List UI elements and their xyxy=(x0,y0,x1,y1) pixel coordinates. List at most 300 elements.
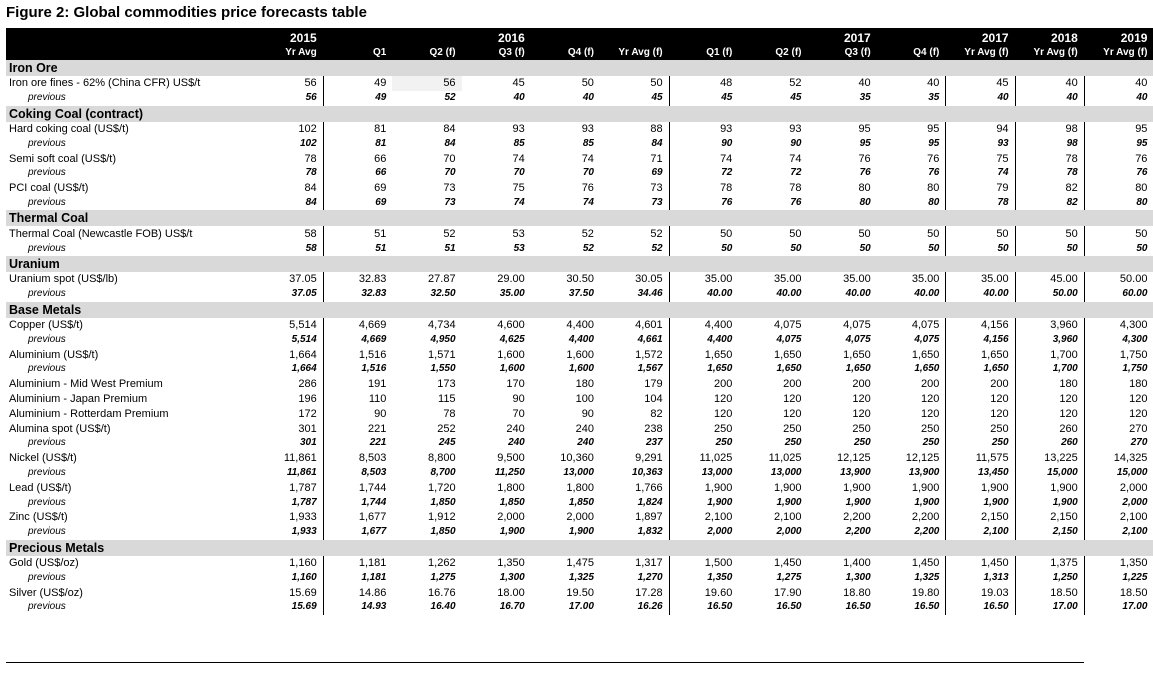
table-cell: 12,125 xyxy=(905,452,940,465)
previous-row xyxy=(6,166,1153,181)
row-label: Aluminium (US$/t) xyxy=(9,348,99,361)
table-cell: 50 xyxy=(1084,241,1153,256)
table-cell: 14,325 xyxy=(1084,451,1153,466)
table-cell: 1,677 xyxy=(323,525,392,540)
table-row xyxy=(6,377,1153,392)
table-cell: 4,950 xyxy=(430,333,456,345)
previous-row xyxy=(6,241,1153,256)
table-cell: 120 xyxy=(669,406,738,421)
previous-label: previous xyxy=(28,363,66,375)
table-cell: 4,669 xyxy=(323,332,392,347)
table-cell: 4,400 xyxy=(669,318,738,333)
table-cell: 1,350 xyxy=(1084,556,1153,571)
table-cell: 18.50 xyxy=(1084,585,1153,600)
table-cell: 250 xyxy=(854,437,871,449)
table-cell: 8,503 xyxy=(323,466,392,481)
table-cell: 4,400 xyxy=(568,333,594,345)
table-cell: 84 xyxy=(443,122,456,135)
table-cell: 1,262 xyxy=(428,556,456,569)
table-cell: 250 xyxy=(784,437,802,449)
table-cell: 74 xyxy=(789,152,802,165)
table-cell: 52 xyxy=(443,227,456,240)
table-cell: 250 xyxy=(922,437,940,449)
table-cell: 95 xyxy=(859,137,871,149)
table-cell: 84 xyxy=(651,137,663,149)
table-cell: 94 xyxy=(946,122,1015,137)
section-label: Coking Coal (contract) xyxy=(6,106,1153,122)
table-cell: 250 xyxy=(946,436,1015,451)
table-cell: 5,514 xyxy=(289,318,317,331)
table-cell: 70 xyxy=(512,407,525,420)
table-cell: 1,933 xyxy=(291,526,317,538)
header-sub: Yr Avg xyxy=(285,47,317,58)
table-cell: 1,300 xyxy=(845,571,871,583)
table-cell: 74 xyxy=(669,151,738,166)
table-cell: 18.50 xyxy=(1015,585,1084,600)
table-cell: 69 xyxy=(323,181,392,196)
header-sub: Yr Avg (f) xyxy=(1084,46,1153,60)
table-cell: 18.00 xyxy=(497,586,525,599)
table-cell: 120 xyxy=(783,407,802,420)
table-cell: 16.50 xyxy=(669,600,738,615)
table-cell: 1,832 xyxy=(637,526,663,538)
table-cell: 172 xyxy=(298,407,317,420)
table-cell: 1,567 xyxy=(637,363,663,375)
table-cell: 1,275 xyxy=(430,571,456,583)
table-cell: 4,075 xyxy=(911,318,940,331)
table-cell: 95 xyxy=(928,137,940,149)
table-cell: 1,350 xyxy=(497,556,525,569)
previous-label: previous xyxy=(28,196,66,208)
table-cell: 250 xyxy=(669,436,738,451)
table-cell: 73 xyxy=(650,182,663,195)
table-cell: 120 xyxy=(1015,392,1084,407)
table-cell: 52 xyxy=(651,242,663,254)
table-cell: 200 xyxy=(946,377,1015,392)
table-row xyxy=(6,480,1153,495)
table-cell: 37.05 xyxy=(291,288,317,300)
table-cell: 3,960 xyxy=(1015,332,1084,347)
table-cell: 11,025 xyxy=(669,451,738,466)
table-cell: 13,225 xyxy=(1015,451,1084,466)
table-cell: 37.50 xyxy=(568,288,594,300)
previous-row xyxy=(6,436,1153,451)
table-cell: 71 xyxy=(650,152,663,165)
header-year xyxy=(738,28,807,46)
header-sub: Q4 (f) xyxy=(913,47,940,58)
table-cell: 58 xyxy=(304,227,317,240)
table-cell: 1,600 xyxy=(497,348,525,361)
table-cell: 79 xyxy=(946,181,1015,196)
previous-label: previous xyxy=(28,437,66,449)
row-label: Thermal Coal (Newcastle FOB) US$/t xyxy=(9,227,193,240)
table-cell: 75 xyxy=(512,182,525,195)
table-cell: 16.50 xyxy=(914,601,940,613)
table-cell: 50 xyxy=(790,242,802,254)
table-cell: 16.40 xyxy=(430,601,456,613)
table-cell: 50 xyxy=(1084,226,1153,241)
table-cell: 221 xyxy=(323,421,392,436)
row-label: Lead (US$/t) xyxy=(9,481,72,494)
table-cell: 40 xyxy=(1084,91,1153,106)
section-row xyxy=(6,540,1153,556)
table-cell: 1,450 xyxy=(911,556,940,569)
header-year: 2017 xyxy=(843,31,871,45)
table-cell: 1,275 xyxy=(776,571,802,583)
table-cell: 1,160 xyxy=(291,571,317,583)
table-cell: 17.28 xyxy=(635,586,663,599)
table-cell: 4,075 xyxy=(914,333,940,345)
table-cell: 1,650 xyxy=(843,348,871,361)
bottom-rule xyxy=(6,662,1084,663)
table-cell: 40.00 xyxy=(669,287,738,302)
table-cell: 15.69 xyxy=(289,586,317,599)
table-cell: 90 xyxy=(323,406,392,421)
table-cell: 11,250 xyxy=(494,466,525,478)
table-cell: 80 xyxy=(928,196,940,208)
table-cell: 1,572 xyxy=(635,348,663,361)
table-cell: 120 xyxy=(1084,406,1153,421)
table-cell: 1,400 xyxy=(843,556,871,569)
table-cell: 58 xyxy=(305,242,317,254)
table-cell: 11,025 xyxy=(768,452,802,465)
table-cell: 110 xyxy=(323,392,392,407)
table-cell: 1,766 xyxy=(635,481,663,494)
row-label: Semi soft coal (US$/t) xyxy=(9,152,116,165)
table-cell: 95 xyxy=(1084,122,1153,137)
table-cell: 1,250 xyxy=(1015,570,1084,585)
table-cell: 45 xyxy=(512,77,525,90)
table-cell: 56 xyxy=(305,92,317,104)
table-cell: 72 xyxy=(669,166,738,181)
previous-row xyxy=(6,91,1153,106)
header-year: 2016 xyxy=(498,31,525,45)
table-cell: 93 xyxy=(581,122,594,135)
table-cell: 200 xyxy=(921,378,940,391)
table-row xyxy=(6,272,1153,287)
table-cell: 84 xyxy=(304,182,317,195)
section-label: Precious Metals xyxy=(6,540,1153,556)
table-cell: 50 xyxy=(946,226,1015,241)
section-label: Uranium xyxy=(6,256,1153,272)
table-cell: 35.00 xyxy=(946,272,1015,287)
table-cell: 1,181 xyxy=(323,556,392,571)
table-cell: 1,600 xyxy=(499,363,525,375)
previous-label: previous xyxy=(28,242,66,254)
table-cell: 252 xyxy=(437,422,456,435)
table-cell: 2,000 xyxy=(1084,480,1153,495)
section-row xyxy=(6,106,1153,122)
table-cell: 1,650 xyxy=(669,362,738,377)
table-row xyxy=(6,122,1153,137)
table-cell: 1,750 xyxy=(1084,362,1153,377)
table-cell: 1,325 xyxy=(568,571,594,583)
table-cell: 1,900 xyxy=(914,496,940,508)
header-sub: Q2 (f) xyxy=(429,47,456,58)
table-cell: 1,900 xyxy=(669,495,738,510)
table-cell: 1,600 xyxy=(566,348,594,361)
previous-row xyxy=(6,466,1153,481)
table-row xyxy=(6,392,1153,407)
header-year-row xyxy=(6,28,1153,46)
table-cell: 13,000 xyxy=(563,466,594,478)
table-cell: 1,650 xyxy=(911,348,940,361)
table-cell: 1,787 xyxy=(289,481,317,494)
table-cell: 1,900 xyxy=(1015,480,1084,495)
table-cell: 13,900 xyxy=(840,466,871,478)
table-cell: 1,664 xyxy=(289,348,317,361)
table-cell: 1,664 xyxy=(291,363,317,375)
section-row xyxy=(6,256,1153,272)
table-cell: 52 xyxy=(789,77,802,90)
table-cell: 66 xyxy=(323,166,392,181)
table-cell: 70 xyxy=(513,167,525,179)
table-cell: 81 xyxy=(323,122,392,137)
table-cell: 1,650 xyxy=(669,347,738,362)
table-cell: 1,897 xyxy=(635,511,663,524)
table-cell: 4,734 xyxy=(428,318,456,331)
header-sub: Q4 (f) xyxy=(567,47,594,58)
table-cell: 19.80 xyxy=(911,586,940,599)
table-cell: 1,900 xyxy=(946,480,1015,495)
header-year xyxy=(323,28,392,46)
previous-row xyxy=(6,196,1153,211)
table-cell: 14.93 xyxy=(323,600,392,615)
row-label: Hard coking coal (US$/t) xyxy=(9,122,129,135)
table-cell: 35.00 xyxy=(669,272,738,287)
table-cell: 35 xyxy=(928,92,940,104)
table-cell: 69 xyxy=(651,167,663,179)
table-cell: 250 xyxy=(783,422,802,435)
previous-row xyxy=(6,495,1153,510)
table-cell: 82 xyxy=(650,407,663,420)
table-cell: 76 xyxy=(1084,166,1153,181)
table-cell: 50 xyxy=(1015,226,1084,241)
table-cell: 85 xyxy=(513,137,525,149)
table-cell: 200 xyxy=(783,378,802,391)
header-sub: Yr Avg (f) xyxy=(618,47,663,58)
table-cell: 35.00 xyxy=(499,288,525,300)
row-label: Iron ore fines - 62% (China CFR) US$/t xyxy=(9,77,201,90)
table-cell: 50 xyxy=(669,241,738,256)
table-cell: 52 xyxy=(444,92,456,104)
table-cell: 4,400 xyxy=(566,318,594,331)
previous-label: previous xyxy=(28,92,66,104)
table-cell: 4,156 xyxy=(946,332,1015,347)
row-label: Zinc (US$/t) xyxy=(9,511,68,524)
table-cell: 2,100 xyxy=(1084,525,1153,540)
table-cell: 1,317 xyxy=(635,556,663,569)
previous-label: previous xyxy=(28,496,66,508)
table-cell: 1,677 xyxy=(323,510,392,525)
table-cell: 2,000 xyxy=(497,511,525,524)
table-cell: 1,900 xyxy=(773,481,802,494)
table-cell: 1,270 xyxy=(637,571,663,583)
table-cell: 51 xyxy=(323,241,392,256)
table-cell: 5,514 xyxy=(291,333,317,345)
table-cell: 2,100 xyxy=(773,511,802,524)
table-cell: 1,571 xyxy=(428,348,456,361)
table-cell: 2,000 xyxy=(669,525,738,540)
table-cell: 1,650 xyxy=(946,362,1015,377)
table-cell: 100 xyxy=(575,392,594,405)
table-cell: 17.90 xyxy=(773,586,802,599)
figure-title: Figure 2: Global commodities price forecasts table xyxy=(6,4,367,21)
table-cell: 95 xyxy=(1084,136,1153,151)
table-cell: 104 xyxy=(644,392,663,405)
table-cell: 80 xyxy=(927,182,940,195)
table-cell: 4,601 xyxy=(635,318,663,331)
table-cell: 52 xyxy=(582,242,594,254)
table-cell: 40 xyxy=(1084,76,1153,91)
table-cell: 1,900 xyxy=(946,495,1015,510)
table-cell: 95 xyxy=(927,122,940,135)
table-cell: 120 xyxy=(669,392,738,407)
table-cell: 1,787 xyxy=(291,496,317,508)
table-cell: 35 xyxy=(859,92,871,104)
table-cell: 78 xyxy=(1015,166,1084,181)
table-cell: 50 xyxy=(1015,241,1084,256)
table-cell: 9,500 xyxy=(497,452,525,465)
table-cell: 76 xyxy=(859,167,871,179)
table-cell: 11,861 xyxy=(283,452,317,465)
table-cell: 84 xyxy=(305,196,317,208)
table-cell: 73 xyxy=(651,196,663,208)
table-cell: 2,000 xyxy=(776,526,802,538)
table-cell: 2,100 xyxy=(946,525,1015,540)
header-year: 2017 xyxy=(946,28,1015,46)
table-cell: 74 xyxy=(581,152,594,165)
table-cell: 4,625 xyxy=(499,333,525,345)
table-cell: 16.70 xyxy=(499,601,525,613)
table-cell: 1,824 xyxy=(637,496,663,508)
table-cell: 1,900 xyxy=(669,480,738,495)
table-cell: 1,933 xyxy=(289,511,317,524)
table-cell: 1,500 xyxy=(669,556,738,571)
table-cell: 1,744 xyxy=(323,495,392,510)
table-cell: 13,000 xyxy=(669,466,738,481)
table-cell: 1,850 xyxy=(499,496,525,508)
table-cell: 50 xyxy=(858,227,871,240)
table-cell: 15.69 xyxy=(291,601,317,613)
table-cell: 4,075 xyxy=(843,318,871,331)
row-label: Nickel (US$/t) xyxy=(9,452,77,465)
table-cell: 90 xyxy=(790,137,802,149)
table-cell: 76 xyxy=(581,182,594,195)
table-cell: 74 xyxy=(582,196,594,208)
table-row xyxy=(6,585,1153,600)
table-cell: 30.05 xyxy=(635,273,663,286)
table-cell: 78 xyxy=(789,182,802,195)
table-cell: 11,575 xyxy=(946,451,1015,466)
table-cell: 191 xyxy=(323,377,392,392)
table-cell: 2,000 xyxy=(566,511,594,524)
table-cell: 301 xyxy=(298,422,317,435)
table-cell: 19.50 xyxy=(566,586,594,599)
table-cell: 27.87 xyxy=(428,273,456,286)
section-label: Base Metals xyxy=(6,302,1153,318)
table-cell: 78 xyxy=(1015,151,1084,166)
table-cell: 40 xyxy=(1015,76,1084,91)
table-cell: 1,900 xyxy=(1015,495,1084,510)
table-cell: 1,475 xyxy=(566,556,594,569)
table-cell: 40 xyxy=(946,91,1015,106)
table-cell: 93 xyxy=(946,136,1015,151)
table-cell: 74 xyxy=(513,196,525,208)
table-cell: 120 xyxy=(1084,392,1153,407)
previous-row xyxy=(6,136,1153,151)
table-cell: 50 xyxy=(946,241,1015,256)
table-cell: 98 xyxy=(1015,136,1084,151)
table-cell: 221 xyxy=(323,436,392,451)
table-cell: 4,300 xyxy=(1084,332,1153,347)
previous-row xyxy=(6,362,1153,377)
table-cell: 78 xyxy=(305,167,317,179)
table-cell: 93 xyxy=(789,122,802,135)
table-cell: 30.50 xyxy=(566,273,594,286)
table-cell: 1,550 xyxy=(430,363,456,375)
section-row xyxy=(6,60,1153,76)
header-year xyxy=(392,28,461,46)
table-cell: 35.00 xyxy=(911,273,940,286)
table-cell: 40 xyxy=(927,77,940,90)
table-cell: 4,600 xyxy=(497,318,525,331)
table-cell: 1,650 xyxy=(773,348,802,361)
header-sub: Q3 (f) xyxy=(844,47,871,58)
table-cell: 1,800 xyxy=(497,481,525,494)
previous-row xyxy=(6,287,1153,302)
table-cell: 11,861 xyxy=(286,466,317,478)
table-cell: 1,850 xyxy=(430,496,456,508)
table-cell: 250 xyxy=(921,422,940,435)
table-cell: 1,744 xyxy=(323,480,392,495)
table-cell: 37.05 xyxy=(289,273,317,286)
table-cell: 88 xyxy=(650,122,663,135)
table-cell: 12,125 xyxy=(837,452,871,465)
table-cell: 1,325 xyxy=(914,571,940,583)
table-cell: 1,850 xyxy=(430,526,456,538)
header-sub: Q1 xyxy=(323,46,392,60)
previous-label: previous xyxy=(28,571,66,583)
table-cell: 120 xyxy=(921,407,940,420)
header-sub-row xyxy=(6,46,1153,60)
table-cell: 53 xyxy=(513,242,525,254)
table-cell: 245 xyxy=(438,437,456,449)
table-cell: 45 xyxy=(669,91,738,106)
table-cell: 60.00 xyxy=(1084,287,1153,302)
header-blank xyxy=(6,46,254,60)
table-cell: 4,156 xyxy=(946,318,1015,333)
header-sub: Q3 (f) xyxy=(498,47,525,58)
table-cell: 1,912 xyxy=(428,511,456,524)
table-cell: 1,225 xyxy=(1084,570,1153,585)
table-cell: 35.00 xyxy=(773,273,802,286)
table-cell: 85 xyxy=(582,137,594,149)
table-cell: 1,650 xyxy=(845,363,871,375)
row-label: Aluminium - Rotterdam Premium xyxy=(9,407,169,420)
table-row xyxy=(6,510,1153,525)
table-cell: 16.26 xyxy=(637,601,663,613)
table-cell: 49 xyxy=(323,91,392,106)
row-label: Silver (US$/oz) xyxy=(9,586,83,599)
table-cell: 40.00 xyxy=(845,288,871,300)
table-cell: 15,000 xyxy=(1084,466,1153,481)
table-cell: 2,000 xyxy=(1084,495,1153,510)
table-cell: 1,450 xyxy=(946,556,1015,571)
table-row xyxy=(6,421,1153,436)
previous-label: previous xyxy=(28,526,66,538)
table-cell: 18.80 xyxy=(843,586,871,599)
